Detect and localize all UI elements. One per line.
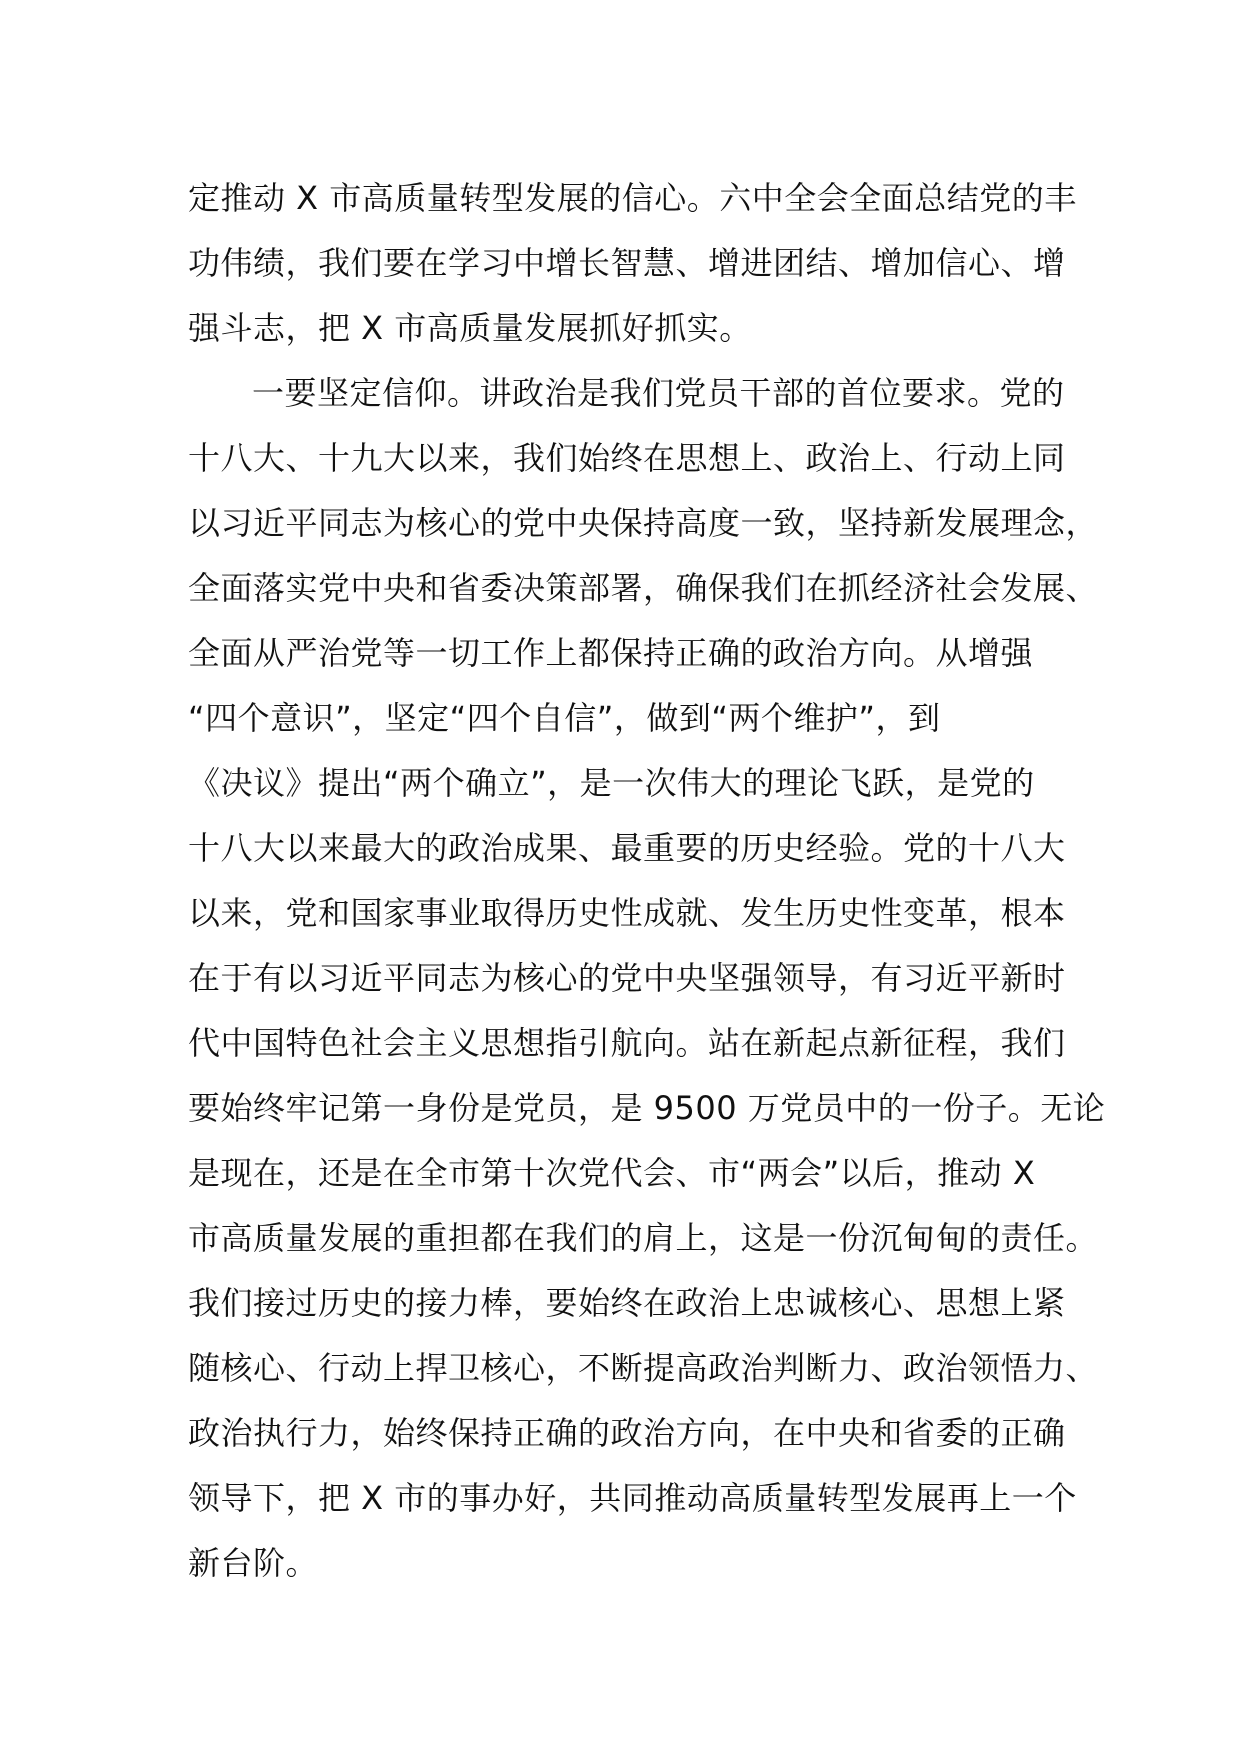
text-line: 定推动 X 市高质量转型发展的信心。六中全会全面总结党的丰 <box>188 179 1077 217</box>
text-line: 是现在，还是在全市第十次党代会、市“两会”以后，推动 X <box>188 1154 1036 1192</box>
text-line: 《决议》提出“两个确立”，是一次伟大的理论飞跃，是党的 <box>188 764 1035 802</box>
text-line: 全面从严治党等一切工作上都保持正确的政治方向。从增强 <box>188 634 1034 672</box>
text-line: 在于有以习近平同志为核心的党中央坚强领导，有习近平新时 <box>188 959 1066 997</box>
text-line: 代中国特色社会主义思想指引航向。站在新起点新征程，我们 <box>188 1024 1066 1062</box>
body-text <box>188 166 1106 1596</box>
text-line: 政治执行力，始终保持正确的政治方向，在中央和省委的正确 <box>188 1414 1066 1452</box>
paragraph-first-line: 一要坚定信仰。讲政治是我们党员干部的首位要求。党的 <box>252 374 1065 412</box>
text-line: 市高质量发展的重担都在我们的肩上，这是一份沉甸甸的责任。 <box>188 1219 1099 1257</box>
text-line: 功伟绩，我们要在学习中增长智慧、增进团结、增加信心、增 <box>188 244 1066 282</box>
text-line: 十八大、十九大以来，我们始终在思想上、政治上、行动上同 <box>188 439 1066 477</box>
text-line: 领导下，把 X 市的事办好，共同推动高质量转型发展再上一个 <box>188 1479 1077 1517</box>
text-line: 以来，党和国家事业取得历史性成就、发生历史性变革，根本 <box>188 894 1066 932</box>
text-line: 要始终牢记第一身份是党员，是 9500 万党员中的一份子。无论 <box>188 1089 1106 1127</box>
text-line: 强斗志，把 X 市高质量发展抓好抓实。 <box>188 309 752 347</box>
text-line: 我们接过历史的接力棒，要始终在政治上忠诚核心、思想上紧 <box>188 1284 1066 1322</box>
text-line: 随核心、行动上捍卫核心，不断提高政治判断力、政治领悟力、 <box>188 1349 1099 1387</box>
text-line: 以习近平同志为核心的党中央保持高度一致，坚持新发展理念， <box>188 504 1099 542</box>
text-line: 十八大以来最大的政治成果、最重要的历史经验。党的十八大 <box>188 829 1066 867</box>
text-line: “四个意识”，坚定“四个自信”，做到“两个维护”，到 <box>188 699 941 737</box>
text-line: 新台阶。 <box>188 1544 319 1582</box>
text-line: 全面落实党中央和省委决策部署，确保我们在抓经济社会发展、 <box>188 569 1099 607</box>
